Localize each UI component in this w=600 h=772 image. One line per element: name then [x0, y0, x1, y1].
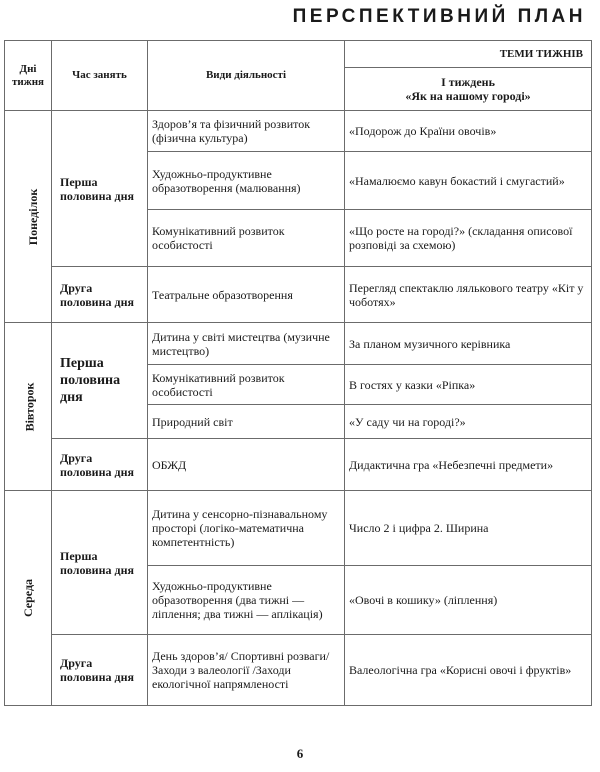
activity-cell: Природний світ	[148, 405, 345, 439]
activity-cell: Театральне образотворення	[148, 267, 345, 323]
time-tuesday-first: Перша половина дня	[52, 323, 148, 439]
day-tuesday: Вівторок	[5, 323, 52, 491]
activity-cell: Художньо-продуктивне образотворення (малювання)	[148, 152, 345, 210]
theme-cell: Перегляд спектаклю лялькового театру «Кіт у чоботях»	[345, 267, 592, 323]
day-monday: Понеділок	[5, 111, 52, 323]
theme-cell: «У саду чи на городі?»	[345, 405, 592, 439]
header-activities: Види діяльності	[148, 41, 345, 111]
table-row	[5, 491, 592, 566]
week-number: І тиждень	[441, 75, 495, 89]
header-themes: ТЕМИ ТИЖНІВ	[345, 41, 592, 68]
time-wednesday-second: Друга половина дня	[52, 635, 148, 706]
theme-cell: За планом музичного керівника	[345, 323, 592, 365]
table-row	[5, 439, 592, 491]
activity-cell: Комунікативний розвиток особистості	[148, 210, 345, 267]
week-title: «Як на нашому городі»	[405, 89, 531, 103]
day-wednesday: Середа	[5, 491, 52, 706]
theme-cell: «Овочі в кошику» (ліплення)	[345, 566, 592, 635]
theme-cell: «Що росте на городі?» (складання описової розповіді за схемою)	[345, 210, 592, 267]
theme-cell: Дидактична гра «Небезпечні предмети»	[345, 439, 592, 491]
theme-cell: Валеологічна гра «Корисні овочі і фруктів»	[345, 635, 592, 706]
time-monday-second: Друга половина дня	[52, 267, 148, 323]
activity-cell: Дитина у світі мистецтва (музичне мистецтво)	[148, 323, 345, 365]
activity-cell: День здоров’я/ Спортивні розваги/ Заходи з валеології /Заходи екологічної напрямленості	[148, 635, 345, 706]
header-week	[345, 68, 592, 111]
activity-cell: Дитина у сенсорно-пізнавальному просторі (логіко-математична компетентність)	[148, 491, 345, 566]
table-row	[5, 635, 592, 706]
time-tuesday-second: Друга половина дня	[52, 439, 148, 491]
page-number: 6	[296, 746, 304, 761]
activity-cell: Комунікативний розвиток особистості	[148, 365, 345, 405]
table-row	[5, 267, 592, 323]
activity-cell: Художньо-продуктивне образотворення (два тижні — ліплення; два тижні — аплікація)	[148, 566, 345, 635]
header-days: Дні тижня	[5, 41, 52, 111]
theme-cell: Число 2 і цифра 2. Ширина	[345, 491, 592, 566]
theme-cell: В гостях у казки «Ріпка»	[345, 365, 592, 405]
activity-cell: Здоров’я та фізичний розвиток (фізична культура)	[148, 111, 345, 152]
time-wednesday-first: Перша половина дня	[52, 491, 148, 635]
table-row	[5, 111, 592, 152]
page-title: ПЕРСПЕКТИВНИЙ ПЛАН	[292, 6, 586, 27]
header-time: Час занять	[52, 41, 148, 111]
theme-cell: «Намалюємо кавун бокастий і смугастий»	[345, 152, 592, 210]
theme-cell: «Подорож до Країни овочів»	[345, 111, 592, 152]
activity-cell: ОБЖД	[148, 439, 345, 491]
plan-table	[4, 40, 592, 706]
table-row	[5, 323, 592, 365]
time-monday-first: Перша половина дня	[52, 111, 148, 267]
